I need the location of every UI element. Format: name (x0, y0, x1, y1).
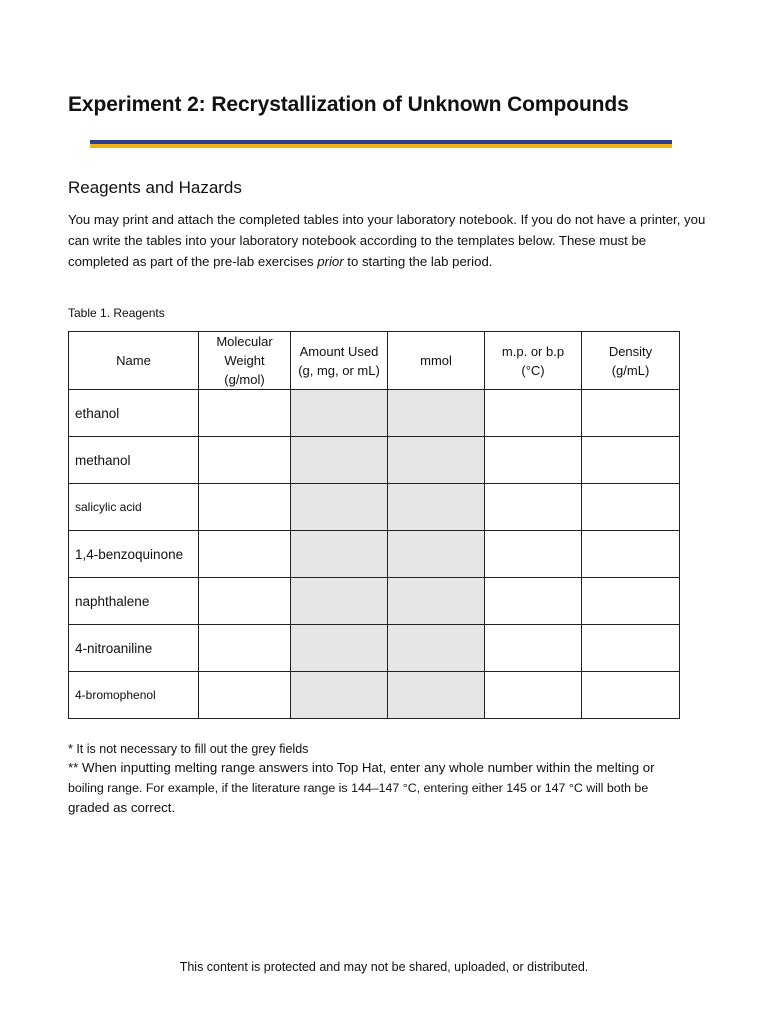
header-density (582, 332, 680, 390)
header-mmol (388, 332, 485, 390)
density-cell[interactable] (582, 531, 680, 578)
header-molecular-weight (199, 332, 291, 390)
note-grey-fields: * It is not necessary to fill out the grey fields (68, 742, 309, 756)
note-melting-line3: graded as correct. (68, 800, 176, 815)
density-cell[interactable] (582, 437, 680, 484)
table-notes (68, 740, 708, 818)
header-name-text: Name (116, 353, 151, 368)
note-melting-line1: ** When inputting melting range answers into Top Hat, enter any whole number within the melting or (68, 760, 655, 775)
reagents-table (68, 331, 680, 719)
amount-cell (291, 672, 388, 719)
table-caption: Table 1. Reagents (68, 306, 165, 320)
mpbp-cell[interactable] (485, 578, 582, 625)
header-amount-text: Amount Used (g, mg, or mL) (298, 343, 380, 378)
title-divider (90, 140, 672, 148)
mmol-cell (388, 437, 485, 484)
footer-disclaimer: This content is protected and may not be shared, uploaded, or distributed. (179, 960, 589, 974)
mmol-cell (388, 390, 485, 437)
table-row (69, 484, 680, 531)
table-row (69, 625, 680, 672)
mw-cell[interactable] (199, 531, 291, 578)
header-mw-text: Molecular Weight (g/mol) (216, 334, 273, 387)
table-row (69, 531, 680, 578)
reagent-name: methanol (69, 437, 199, 484)
density-cell[interactable] (582, 625, 680, 672)
intro-text-after: to starting the lab period. (343, 254, 493, 269)
mmol-cell (388, 672, 485, 719)
mw-cell[interactable] (199, 484, 291, 531)
header-mmol-text: mmol (420, 353, 452, 368)
header-density-text: Density (g/mL) (608, 343, 653, 378)
intro-emphasis: prior (317, 254, 344, 269)
reagent-name: salicylic acid (69, 484, 199, 531)
header-mp-bp (485, 332, 582, 390)
amount-cell (291, 437, 388, 484)
table-row (69, 672, 680, 719)
page-title: Experiment 2: Recrystallization of Unknown Compounds (68, 93, 629, 116)
mpbp-cell[interactable] (485, 437, 582, 484)
mw-cell[interactable] (199, 672, 291, 719)
reagent-name: 1,4-benzoquinone (69, 531, 199, 578)
table-row (69, 390, 680, 437)
mmol-cell (388, 531, 485, 578)
mw-cell[interactable] (199, 437, 291, 484)
amount-cell (291, 531, 388, 578)
reagent-name: ethanol (69, 390, 199, 437)
mw-cell[interactable] (199, 578, 291, 625)
divider-gold-stripe (90, 144, 672, 148)
density-cell[interactable] (582, 484, 680, 531)
reagent-name: 4-nitroaniline (69, 625, 199, 672)
table-header-row (69, 332, 680, 390)
note-melting-line2: boiling range. For example, if the literature range is 144–147 °C, entering either 145 or 147 °C will both be (68, 781, 649, 795)
mpbp-cell[interactable] (485, 672, 582, 719)
header-mpbp-text: m.p. or b.p (°C) (501, 343, 565, 378)
density-cell[interactable] (582, 672, 680, 719)
intro-paragraph (68, 209, 708, 272)
reagent-name: naphthalene (69, 578, 199, 625)
table-row (69, 437, 680, 484)
header-amount-used (291, 332, 388, 390)
reagent-name: 4-bromophenol (69, 672, 199, 719)
note-melting-range (68, 758, 708, 818)
mmol-cell (388, 625, 485, 672)
amount-cell (291, 625, 388, 672)
amount-cell (291, 484, 388, 531)
mw-cell[interactable] (199, 625, 291, 672)
amount-cell (291, 390, 388, 437)
density-cell[interactable] (582, 578, 680, 625)
mmol-cell (388, 484, 485, 531)
section-heading: Reagents and Hazards (68, 178, 242, 197)
header-name (69, 332, 199, 390)
mpbp-cell[interactable] (485, 390, 582, 437)
density-cell[interactable] (582, 390, 680, 437)
intro-text-before: You may print and attach the completed tables into your laboratory notebook. If you do not have a printer, you can write the tables into your laboratory notebook according to the templates below. These must be completed as part of the pre-lab exercises (68, 212, 706, 269)
mw-cell[interactable] (199, 390, 291, 437)
table-row (69, 578, 680, 625)
mpbp-cell[interactable] (485, 531, 582, 578)
amount-cell (291, 578, 388, 625)
mmol-cell (388, 578, 485, 625)
mpbp-cell[interactable] (485, 625, 582, 672)
mpbp-cell[interactable] (485, 484, 582, 531)
